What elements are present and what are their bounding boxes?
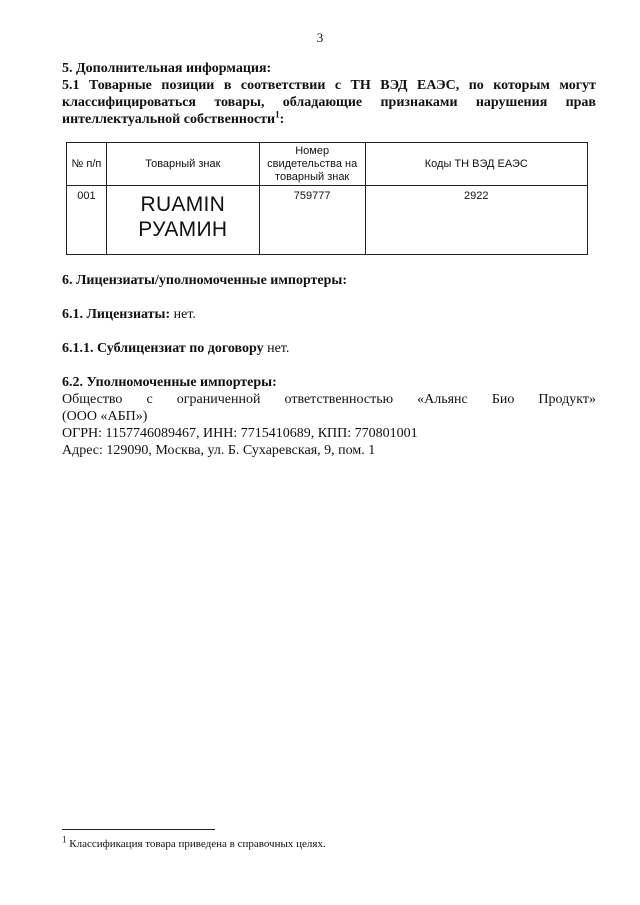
header-number: № п/п <box>67 143 107 186</box>
importer-ids: ОГРН: 1157746089467, ИНН: 7715410689, КПП: 770801001 <box>62 426 418 441</box>
footnote-text: Классификация товара приведена в справочных целях. <box>66 838 326 850</box>
header-codes: Коды ТН ВЭД ЕАЭС <box>365 143 587 186</box>
section-6-1-value: нет. <box>170 307 196 322</box>
header-certificate: Номер свидетельства на товарный знак <box>259 143 365 186</box>
footnote-reference: 1 <box>275 109 280 120</box>
header-trademark: Товарный знак <box>106 143 259 186</box>
cell-number: 001 <box>67 186 107 255</box>
section-6-1-1-value: нет. <box>263 341 290 356</box>
footnote <box>62 834 326 850</box>
section-6-2-heading: 6.2. Уполномоченные импортеры: <box>62 375 277 390</box>
section-6-1-1-label: 6.1.1. Сублицензиат по договору <box>62 341 264 356</box>
cell-certificate: 759777 <box>259 186 365 255</box>
trademark-latin: RUAMIN <box>140 193 226 216</box>
document-body <box>62 60 596 459</box>
footnote-marker: 1 <box>62 834 67 845</box>
section-5-heading: 5. Дополнительная информация: <box>62 61 272 76</box>
cell-codes: 2922 <box>365 186 587 255</box>
section-6-1 <box>62 306 596 323</box>
table-header-row <box>67 143 588 186</box>
importer-short-name: (ООО «АБП») <box>62 409 148 424</box>
trademark-cyrillic: РУАМИН <box>138 218 228 241</box>
section-6-1-1 <box>62 340 596 357</box>
section-6-1-label: 6.1. Лицензиаты: <box>62 307 171 322</box>
trademark-table <box>66 142 588 255</box>
page-number: 3 <box>316 30 324 45</box>
importer-name: Общество с ограниченной ответственностью «Альянс Био Продукт» <box>62 392 596 407</box>
section-5-1-heading <box>62 77 596 128</box>
section-6-heading: 6. Лицензиаты/уполномоченные импортеры: <box>62 273 348 288</box>
section-5-1-colon: : <box>279 112 285 127</box>
section-5-1-text: 5.1 Товарные позиции в соответствии с ТН ВЭД ЕАЭС, по которым могут классифицироваться товары, обладающие признаками нарушения прав интеллектуальной собственности <box>62 78 596 127</box>
footnote-divider <box>62 829 215 830</box>
importer-address: Адрес: 129090, Москва, ул. Б. Сухаревская, 9, пом. 1 <box>62 443 376 458</box>
table-row <box>67 186 588 255</box>
cell-trademark <box>106 186 259 255</box>
